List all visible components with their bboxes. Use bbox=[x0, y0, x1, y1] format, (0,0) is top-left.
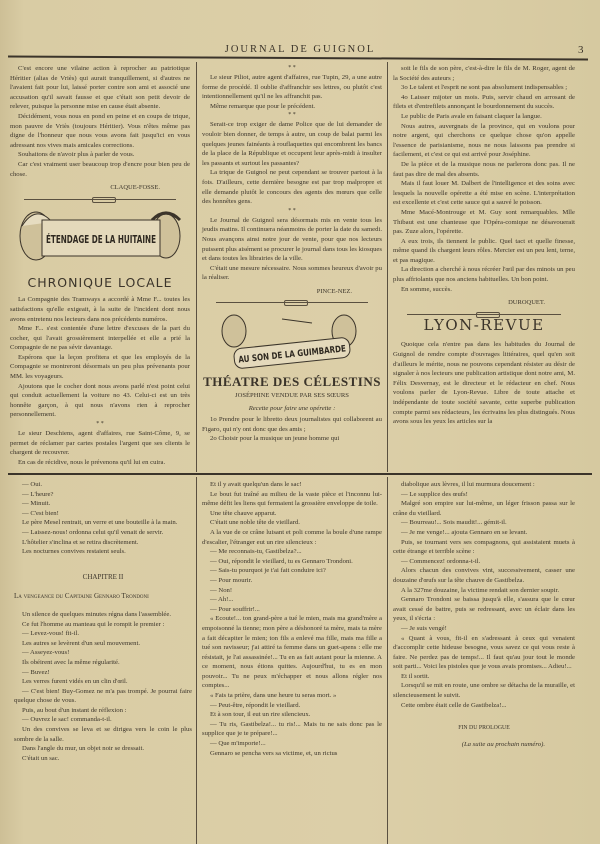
paragraph: Et à son tour, il eut un rire silencieux. bbox=[210, 711, 311, 719]
paragraph: « Quant à vous, fit-il en s'adressant à ceux qui venaient d'accomplir cette hideuse besogne, vous savez ce qui vous reste à faire. Ne perdez pas de temps!... Il faut qu'au jour tout le monde soit parti... Voici les pistoles que je vous avais promises... Adieu!... bbox=[393, 634, 575, 671]
paragraph: Serait-ce trop exiger de dame Police que de lui demander de vouloir bien donner, de temps à autre, un coup de balai parmi les quelques jeunes fainéants à rouflaquettes qui encombrent les bancs de la place de la République et occupent leur après-midi à insulter les passants et surtout les passantes? bbox=[202, 121, 382, 167]
paragraph: soit le fils de son père, c'est-à-dire le fils de M. Roger, agent de la Société des auteurs ; bbox=[393, 65, 575, 82]
subheading: JOSÉPHINE VENDUE PAR SES SŒURS bbox=[235, 392, 349, 400]
column-divider bbox=[387, 62, 388, 472]
paragraph: — Le supplice des œufs! bbox=[401, 490, 468, 498]
chapter-heading: CHAPITRE II bbox=[82, 572, 124, 581]
paragraph: — Que m'importe!... bbox=[210, 740, 266, 748]
asterism: * * bbox=[288, 112, 296, 119]
paragraph: La direction a cherché à nous récréer l'œil par des minois un peu plus affriolants que nos anciens habituelles. Un bon point. bbox=[393, 266, 575, 284]
paragraph: Les nocturnes convives restaient seuls. bbox=[22, 548, 126, 556]
column-divider bbox=[196, 477, 197, 844]
paragraph: Le public de Paris avale en faisant claquer la langue. bbox=[401, 112, 542, 120]
paragraph: C'était une mesure nécessaire. Nous sommes heureux d'avoir pu la réaliser. bbox=[202, 264, 382, 282]
lower-column-2 bbox=[202, 480, 382, 844]
paragraph: diabolique aux lèvres, il lui murmura doucement : bbox=[401, 481, 535, 488]
paragraph: Cette ombre était celle de Gastibelza!... bbox=[401, 701, 507, 709]
paragraph: Gennaro Trondoni se baissa jusqu'à elle, s'assura que le cœur avait cessé de battre, puis se redressant, avec un éclair dans les yeux, il s'écria : bbox=[393, 596, 575, 623]
upper-column-2 bbox=[202, 64, 382, 472]
lower-column-3 bbox=[393, 480, 575, 844]
signature: DUROQUET. bbox=[508, 299, 545, 307]
paragraph: Souhaitons de n'avoir plus à parler de vous. bbox=[18, 151, 135, 159]
continued-note: (La suite au prochain numéro). bbox=[461, 740, 545, 748]
paragraph: A eux trois, ils tiennent le public. Quel tact et quelle finesse, même quand ils chargent leurs rôles. Mercier est un peu lent, terne, et pas magique. bbox=[393, 237, 575, 264]
lower-column-1 bbox=[14, 480, 192, 844]
guimbarde-banner-lettering: AU SON DE LA GUIMBARDE bbox=[237, 341, 375, 367]
upper-column-1 bbox=[10, 64, 190, 472]
paragraph: Le sieur Piliot, autre agent d'affaires, rue Tupin, 29, a une autre forme de procédé. Il oublie d'affranchir ses lettres, ou plutôt c'est intentionnellement qu'il ne les affranchit pas. bbox=[202, 74, 382, 101]
etendage-huitaine-illustration bbox=[10, 206, 190, 272]
page-number: 3 bbox=[578, 44, 584, 56]
paragraph: 1o Prendre pour le libretto deux journalistes qui collaborent au Figaro, qui n'y ont donc que des amis ; bbox=[202, 416, 382, 433]
paragraph: — Minuit. bbox=[22, 500, 51, 508]
paragraph: — Je me venge!... ajouta Gennaro en se levant. bbox=[401, 528, 528, 536]
paragraph: — Asseyez-vous! bbox=[22, 649, 70, 657]
section-rule bbox=[8, 473, 592, 475]
paragraph: Une tête chauve apparut. bbox=[210, 509, 277, 517]
paragraph: Mme F... s'est contentée d'une lettre d'excuses de la part du cocher, qui l'avait grossièrement interpellée et elle a prié la Compagnie de ne pas sévir davantage. bbox=[10, 325, 190, 352]
paragraph: Les verres furent vidés en un clin d'œil. bbox=[22, 678, 128, 686]
paragraph: L'hôtelier s'inclina et se retira discrètement. bbox=[22, 538, 139, 546]
asterism: * * bbox=[96, 421, 104, 428]
section-heading: LYON-REVUE bbox=[423, 315, 545, 334]
paragraph: — Non! bbox=[210, 586, 233, 594]
paragraph: — Oui, répondit le vieillard, tu es Gennaro Trondoni. bbox=[210, 557, 353, 565]
paragraph: « Ecoute!... ton grand-père a tué le mien, mais ma grand'mère a empoisonné la tienne; mon père a déshonoré ta mère, mais ta mère a fait décapiter le mien; ton fils a enlevé ma fille, mais ma fille a tué son ravisseur; j'ai attiré ta femme dans un guet-apens : elle me résistait, je l'ai assassinée!... Tu en as fait autant pour la mienne. A ce moment, nous étions quittes. Aujourd'hui, tu es en mon pouvoir... Tu ne peux m'échapper et nous allons régler nos comptes... bbox=[202, 615, 382, 690]
paragraph: Dans l'angle du mur, un objet noir se dressait. bbox=[22, 745, 145, 753]
paragraph: Décidément, vous nous en pond en peine et en coups de trique, mon pauvre de Vriès (toujours Héritier). Vous n'êtes même pas digne de l'honneur que nous vous avons fait jusqu'ici en vous adressant nos vives mais amicales corrections. bbox=[10, 112, 190, 149]
paragraph: Même remarque que pour le précédent. bbox=[210, 102, 316, 110]
paragraph: De la pièce et de la musique nous ne parlerons donc pas. Il ne faut pas dire de mal des absents. bbox=[393, 160, 575, 178]
paragraph: 2o Choisir pour la musique un jeune homme qui bbox=[210, 435, 340, 443]
paragraph: En somme, succès. bbox=[401, 285, 452, 293]
paragraph: — Pour mourir. bbox=[210, 576, 253, 584]
paragraph: Et il y avait quelqu'un dans le sac! bbox=[210, 481, 302, 488]
paragraph: Mme Macé-Montrouge et M. Guy sont remarquables. Mlle Thibaut est une chanteuse que l'Opéra-comique ne désavouerait pas. Zuze alors, l'opérette. bbox=[393, 208, 575, 236]
paragraph: 4o Laisser mijoter un mois. Puis, servir chaud en arrosant de filets et d'entrefilets annonçant le bourdonnement du succès. bbox=[393, 93, 575, 111]
paragraph: A la vue de ce crâne luisant et poli comme la boule d'une rampe d'escalier, l'étranger eut un rire silencieux : bbox=[202, 528, 382, 546]
paragraph: — Pour souffrir!... bbox=[210, 605, 260, 613]
paragraph: 3o Le talent et l'esprit ne sont pas absolument indispensables ; bbox=[401, 84, 568, 92]
paragraph: — C'est bien! Buy-Gomez ne m'a pas trompé. Je pourrai faire quelque chose de vous. bbox=[14, 687, 192, 705]
paragraph: — Commencez! ordonna-t-il. bbox=[401, 557, 481, 565]
paragraph: — Buvez! bbox=[22, 668, 50, 676]
ornamental-separator bbox=[407, 314, 561, 315]
paragraph: — Ouvrez le sac! commanda-t-il. bbox=[22, 716, 112, 724]
guimbarde-illustration bbox=[202, 309, 382, 375]
paragraph: Le Journal de Guignol sera désormais mis en vente tous les jeudis matins. Il continuera néanmoins de porter la date du samedi. Nous avançons ainsi notre jour de vente, pour que nos lecteurs puissent plus aisément se procurer le journal dans tous les kiosques et dans toutes les librairies de la ville. bbox=[202, 216, 382, 263]
end-marker: FIN DU PROLOGUE bbox=[458, 725, 510, 732]
paragraph: Gennaro se pencha vers sa victime, et, un rictus bbox=[210, 749, 338, 757]
section-heading: THÉATRE DES CÉLESTINS bbox=[203, 374, 381, 390]
paragraph: Mais il faut louer M. Dalbert de l'intelligence et des soins avec lesquels la nouvelle opérette a été mise en scène. L'interprétation est excellente et c'est cette sauce qui a sauvé le poisson. bbox=[393, 180, 575, 207]
section-heading: CHRONIQUE LOCALE bbox=[27, 274, 173, 290]
paragraph: A la 327me douzaine, la victime rendait son dernier soupir. bbox=[401, 586, 560, 594]
paragraph: « Fais ta prière, dans une heure tu seras mort. » bbox=[210, 692, 337, 700]
paragraph: Car c'est vraiment user beaucoup trop d'encre pour bien peu de chose. bbox=[10, 160, 190, 178]
upper-column-3 bbox=[393, 64, 575, 472]
paragraph: — Sais-tu pourquoi je t'ai fait conduire ici? bbox=[210, 567, 326, 575]
paragraph: — Me reconnais-tu, Gastibelza?... bbox=[210, 548, 302, 556]
chapter-subtitle: La vengeance du Capitaine Gennaro Trondoni bbox=[14, 592, 149, 601]
paragraph: C'était une noble tête de vieillard. bbox=[210, 519, 300, 527]
paragraph: La trique de Guignol ne peut cependant se trouver partout à la fois. D'ailleurs, cette dernière besogne est par trop malpropre et elle demande plutôt le concours des agents des mœurs que celle des honnêtes gens. bbox=[202, 169, 382, 206]
paragraph: — L'heure? bbox=[22, 490, 54, 498]
paragraph: Espérons que la leçon profitera et que les employés de la Compagnie se montreront désormais un peu plus prévenants pour MM. les voyageurs. bbox=[10, 353, 190, 381]
paragraph: Malgré son empire sur lui-même, un léger frisson passa sur le crâne du vieillard. bbox=[393, 500, 575, 517]
paragraph: — Tu ris, Gastibelza!... tu ris!... Mais tu ne sais donc pas le supplice que je te prépare!... bbox=[202, 720, 382, 738]
paragraph: — Je suis vengé! bbox=[401, 624, 447, 632]
paragraph: C'était un sac. bbox=[22, 754, 60, 762]
paragraph: — Levez-vous! fit-il. bbox=[22, 630, 80, 638]
paragraph: La Compagnie des Tramways a accordé à Mme F... toutes les satisfactions qu'elle exigeait, à la suite de l'incident dont nous avons entretenu nos lecteurs dans nos précédents numéros. bbox=[10, 296, 190, 323]
paragraph: — Oui. bbox=[22, 481, 43, 488]
paragraph: — Laissez-nous! ordonna celui qu'il venait de servir. bbox=[22, 528, 164, 536]
paragraph: Lorsqu'il se mit en route, une ombre se détacha de la muraille, et silencieusement le suivit. bbox=[393, 682, 575, 700]
asterism: * * bbox=[288, 65, 296, 71]
column-divider bbox=[196, 62, 197, 472]
paragraph: Le père Mesel rentrait, un verre et une bouteille à la main. bbox=[22, 519, 178, 527]
italic-line: Recette pour faire une opérette : bbox=[248, 404, 336, 412]
paragraph: Le sieur Deschiens, agent d'affaires, rue Saint-Côme, 9, se permet de réclamer par cartes postales l'argent que ses clients le chargent de recouvrer. bbox=[10, 430, 190, 457]
asterism: * * bbox=[288, 207, 296, 214]
paragraph: Quoique cela n'entre pas dans les habitudes du Journal de Guignol de rendre compte d'ouvrages littéraires, quel qu'en soit d'ailleurs le mérite, nous ne pouvons cependant résister au désir de signaler à nos lecteurs une publication artistique dont notre ami, M. Félix Desvernay, est le directeur et le rédacteur en chef. Nous voulons parler de Lyon-Revue. Libre de toute attache et indépendante de toute société savante, cette superbe publication compte parmi ses rédacteurs, les écrivains les plus distingués. Nous avons sous les yeux les articles sur la bbox=[393, 341, 575, 426]
paragraph: — Ah!... bbox=[210, 596, 234, 604]
etendage-huitaine-banner-lettering: ÉTENDAGE DE LA HUITAINE bbox=[46, 232, 156, 246]
paragraph: Alors chacun des convives vint, successivement, casser une douzaine d'œufs sur la tête chauve de Gastibelza. bbox=[393, 567, 575, 584]
ornamental-separator bbox=[24, 199, 176, 200]
paragraph: Les autres se levèrent d'un seul mouvement. bbox=[22, 639, 141, 647]
paragraph: Puis, au bout d'un instant de réflexion : bbox=[22, 706, 127, 714]
paragraph: Puis, se tournant vers ses compagnons, qui assistaient muets à cette étrange et terrible scène : bbox=[393, 538, 575, 556]
paragraph: — C'est bien! bbox=[22, 509, 59, 517]
paragraph: — Bourreau!... Sois maudit!... gémit-il. bbox=[401, 519, 507, 527]
paragraph: Un des convives se leva et se dirigea vers le coin le plus sombre de la salle. bbox=[14, 726, 192, 743]
paragraph: Le bout fut traîné au milieu de la vaste pièce et l'inconnu lui-même défit les liens qui fermaient la grossière enveloppe de toile. bbox=[202, 490, 382, 508]
signature: PINCE-NEZ. bbox=[316, 287, 352, 295]
paragraph: Ajoutons que le cocher dont nous avons parlé n'est point celui qui conduit actuellement la voiture no 43. Celui-ci est un très honnête garçon, à qui nous n'avons rien à reprocher personnellement. bbox=[10, 382, 190, 419]
paragraph: Et il sortit. bbox=[401, 672, 430, 680]
paragraph: Ils obéirent avec la même régularité. bbox=[22, 658, 120, 666]
paragraph: C'est encore une vilaine action à reprocher au patriotique Héritier (alias de Vriès) qui aurait tranquillement, si d'autres ne l'avaient fait pour lui, laissé porter contre son ami et associé une accusation qu'il savait fausse et que c'était son petit devoir de relever, puisque la personne mise en cause était absente. bbox=[10, 65, 190, 111]
paragraph: — Peut-être, répondit le vieillard. bbox=[210, 701, 301, 709]
running-head-title: JOURNAL DE GUIGNOL bbox=[224, 44, 376, 55]
paragraph: En cas de récidive, nous le prévenons qu'il lui en cuira. bbox=[18, 458, 166, 466]
column-divider bbox=[387, 477, 388, 844]
signature: CLAQUE-FOSSE. bbox=[110, 184, 160, 192]
paragraph: Nous autres, auvergnats de la province, qui en voulons pour notre argent, qui cherchons ce quelque chose qu'on appelle l'essence de parisianisme, nous ne nous laissons pas prendre si facilement, et c'est ce qui est arrivé pour Joséphine. bbox=[393, 122, 575, 159]
ornamental-separator bbox=[216, 302, 368, 303]
paragraph: Ce fut l'homme au manteau qui le rompit le premier : bbox=[22, 620, 165, 628]
paragraph: Un silence de quelques minutes régna dans l'assemblée. bbox=[22, 610, 172, 618]
